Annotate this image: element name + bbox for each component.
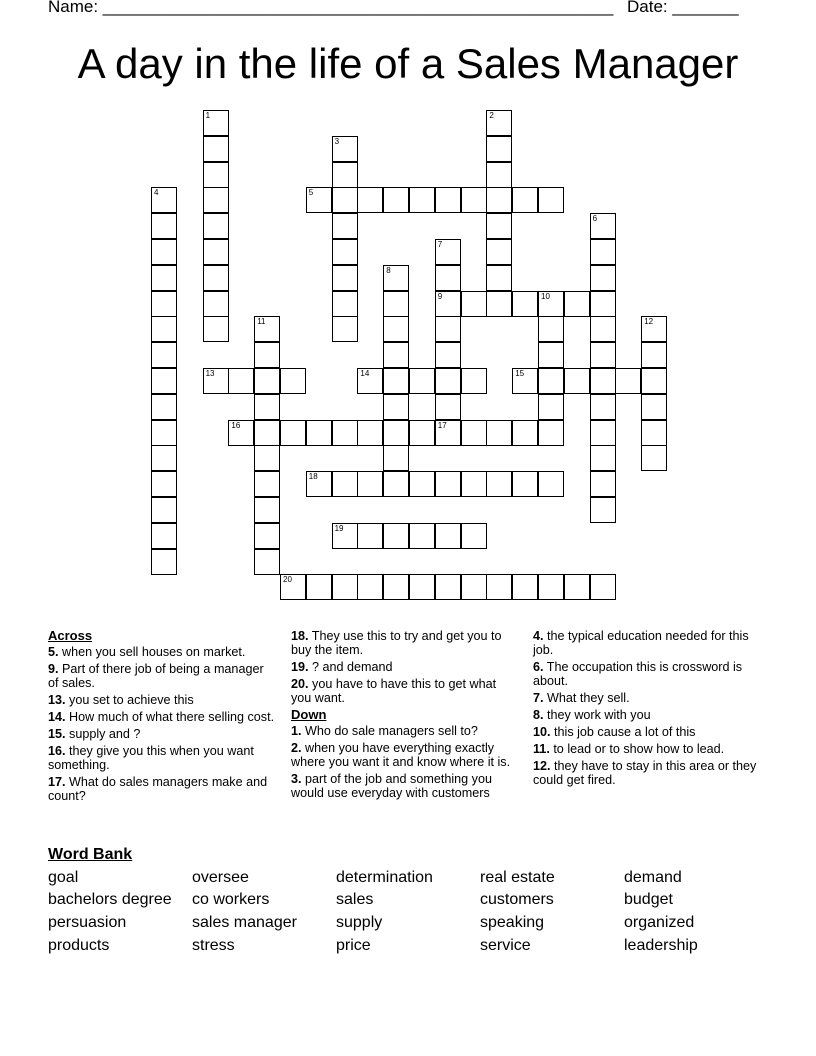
grid-cell[interactable] [383, 187, 409, 213]
word-bank-word: sales manager [192, 914, 297, 931]
grid-cell[interactable] [228, 420, 254, 446]
grid-cell[interactable] [435, 523, 461, 549]
clue-across-9: 9. Part of there job of being a manager of sales. [48, 662, 264, 690]
grid-cell[interactable] [564, 574, 590, 600]
grid-cell[interactable] [383, 342, 409, 368]
grid-cell[interactable] [590, 213, 616, 239]
word-bank-word: products [48, 937, 110, 954]
grid-cell[interactable] [590, 239, 616, 265]
grid-cell[interactable] [357, 574, 383, 600]
grid-cell[interactable] [332, 265, 358, 291]
word-bank-word: real estate [480, 869, 555, 886]
grid-cell[interactable] [383, 420, 409, 446]
clue-number: 5 [308, 188, 314, 198]
grid-cell[interactable] [151, 265, 177, 291]
grid-cell[interactable] [435, 368, 461, 394]
grid-cell[interactable] [435, 187, 461, 213]
grid-cell[interactable] [538, 471, 564, 497]
grid-cell[interactable] [203, 316, 229, 342]
grid-cell[interactable] [590, 420, 616, 446]
grid-cell[interactable] [486, 162, 512, 188]
grid-cell[interactable] [332, 574, 358, 600]
grid-cell[interactable] [564, 368, 590, 394]
clues-column-3 [533, 629, 761, 790]
grid-cell[interactable] [486, 110, 512, 136]
clue-number: 11 [257, 317, 266, 327]
grid-cell[interactable] [538, 316, 564, 342]
grid-cell[interactable] [486, 136, 512, 162]
grid-cell[interactable] [254, 445, 280, 471]
grid-cell[interactable] [486, 574, 512, 600]
clue-down-11: 11. to lead or to show how to lead. [533, 742, 725, 756]
grid-cell[interactable] [641, 342, 667, 368]
grid-cell[interactable] [306, 574, 332, 600]
grid-cell[interactable] [409, 420, 435, 446]
clue-down-4: 4. the typical education needed for this job. [533, 629, 749, 657]
grid-cell[interactable] [512, 574, 538, 600]
grid-cell[interactable] [512, 471, 538, 497]
grid-cell[interactable] [590, 265, 616, 291]
grid-cell[interactable] [151, 420, 177, 446]
grid-cell[interactable] [641, 316, 667, 342]
grid-cell[interactable] [538, 187, 564, 213]
grid-cell[interactable] [306, 471, 332, 497]
grid-cell[interactable] [280, 420, 306, 446]
clue-down-3: 3. part of the job and something you would use everyday with customers [291, 772, 492, 800]
grid-cell[interactable] [151, 291, 177, 317]
grid-cell[interactable] [461, 187, 487, 213]
word-bank-word: goal [48, 869, 79, 886]
grid-cell[interactable] [512, 187, 538, 213]
clue-down-6: 6. The occupation this is crossword is about. [533, 660, 743, 688]
grid-cell[interactable] [590, 291, 616, 317]
grid-cell[interactable] [486, 213, 512, 239]
grid-cell[interactable] [538, 368, 564, 394]
word-bank-word: price [336, 937, 371, 954]
grid-cell[interactable] [461, 368, 487, 394]
grid-cell[interactable] [538, 420, 564, 446]
clue-across-14: 14. How much of what there selling cost. [48, 710, 275, 724]
grid-cell[interactable] [461, 420, 487, 446]
grid-cell[interactable] [564, 291, 590, 317]
grid-cell[interactable] [590, 394, 616, 420]
word-bank-word: supply [336, 914, 383, 931]
grid-cell[interactable] [254, 549, 280, 575]
grid-cell[interactable] [383, 471, 409, 497]
word-bank-word: service [480, 937, 531, 954]
grid-cell[interactable] [332, 523, 358, 549]
grid-cell[interactable] [512, 368, 538, 394]
grid-cell[interactable] [254, 471, 280, 497]
grid-cell[interactable] [357, 523, 383, 549]
grid-cell[interactable] [538, 342, 564, 368]
grid-cell[interactable] [151, 368, 177, 394]
grid-cell[interactable] [357, 187, 383, 213]
clue-number: 16 [231, 420, 241, 430]
grid-cell[interactable] [409, 574, 435, 600]
word-bank-word: speaking [480, 914, 545, 931]
grid-cell[interactable] [435, 342, 461, 368]
grid-cell[interactable] [332, 420, 358, 446]
clue-across-13: 13. you set to achieve this [48, 693, 194, 707]
word-bank-word: bachelors degree [48, 891, 172, 908]
grid-cell[interactable] [203, 265, 229, 291]
clue-number: 9 [437, 291, 443, 301]
clue-across-17: 17. What do sales managers make and count? [48, 775, 268, 803]
grid-cell[interactable] [280, 368, 306, 394]
clue-down-1: 1. Who do sale managers sell to? [291, 724, 478, 738]
clue-down-2: 2. when you have everything exactly where you want it and know where it is. [291, 741, 511, 769]
word-bank-word: determination [336, 869, 433, 886]
grid-cell[interactable] [590, 368, 616, 394]
grid-cell[interactable] [486, 420, 512, 446]
grid-cell[interactable] [435, 265, 461, 291]
clue-number: 10 [541, 291, 550, 301]
down-heading: Down [291, 707, 327, 722]
clue-down-12: 12. they have to stay in this area or they could get fired. [533, 759, 757, 787]
grid-cell[interactable] [590, 497, 616, 523]
grid-cell[interactable] [203, 239, 229, 265]
grid-cell[interactable] [435, 291, 461, 317]
grid-cell[interactable] [461, 523, 487, 549]
grid-cell[interactable] [151, 239, 177, 265]
grid-cell[interactable] [590, 342, 616, 368]
clue-across-5: 5. when you sell houses on market. [48, 645, 246, 659]
grid-cell[interactable] [409, 187, 435, 213]
word-bank-word: persuasion [48, 914, 127, 931]
grid-cell[interactable] [383, 394, 409, 420]
grid-cell[interactable] [383, 523, 409, 549]
grid-cell[interactable] [435, 394, 461, 420]
grid-cell[interactable] [203, 368, 229, 394]
grid-cell[interactable] [357, 420, 383, 446]
clue-number: 3 [334, 136, 340, 146]
grid-cell[interactable] [306, 420, 332, 446]
clue-across-19: 19. ? and demand [291, 660, 393, 674]
grid-cell[interactable] [151, 497, 177, 523]
word-bank-word: sales [336, 891, 374, 908]
grid-cell[interactable] [332, 471, 358, 497]
grid-cell[interactable] [203, 110, 229, 136]
grid-cell[interactable] [228, 368, 254, 394]
name-field[interactable]: Name: ______________________________________________________ [48, 0, 614, 16]
clue-number: 4 [154, 188, 159, 198]
across-heading: Across [48, 628, 93, 643]
word-bank-word: organized [624, 914, 695, 931]
clue-number: 7 [437, 240, 443, 249]
grid-cell[interactable] [512, 291, 538, 317]
grid-cell[interactable] [203, 162, 229, 188]
grid-cell[interactable] [641, 420, 667, 446]
grid-cell[interactable] [332, 162, 358, 188]
grid-cell[interactable] [409, 523, 435, 549]
grid-cell[interactable] [332, 316, 358, 342]
grid-cell[interactable] [203, 213, 229, 239]
grid-cell[interactable] [461, 471, 487, 497]
grid-cell[interactable] [151, 213, 177, 239]
word-bank-word: oversee [192, 869, 249, 886]
clue-down-10: 10. this job cause a lot of this [533, 725, 696, 739]
grid-cell[interactable] [590, 471, 616, 497]
word-bank-word: co workers [192, 891, 270, 908]
grid-cell[interactable] [357, 368, 383, 394]
grid-cell[interactable] [254, 368, 280, 394]
grid-cell[interactable] [254, 420, 280, 446]
grid-cell[interactable] [254, 342, 280, 368]
grid-cell[interactable] [461, 291, 487, 317]
clues-column-1 [48, 629, 276, 806]
grid-cell[interactable] [151, 316, 177, 342]
grid-cell[interactable] [538, 574, 564, 600]
grid-cell[interactable] [151, 471, 177, 497]
grid-cell[interactable] [151, 342, 177, 368]
grid-cell[interactable] [486, 471, 512, 497]
grid-cell[interactable] [306, 187, 332, 213]
grid-cell[interactable] [590, 445, 616, 471]
grid-cell[interactable] [435, 239, 461, 265]
grid-cell[interactable] [383, 445, 409, 471]
grid-cell[interactable] [590, 574, 616, 600]
grid-cell[interactable] [332, 239, 358, 265]
grid-cell[interactable] [332, 136, 358, 162]
clue-number: 2 [489, 111, 494, 120]
clue-number: 14 [360, 369, 370, 378]
grid-cell[interactable] [641, 394, 667, 420]
clue-number: 6 [592, 214, 598, 224]
grid-cell[interactable] [203, 187, 229, 213]
grid-cell[interactable] [383, 316, 409, 342]
clues-column-2 [291, 629, 519, 803]
grid-cell[interactable] [151, 445, 177, 471]
word-bank-word: demand [624, 869, 682, 886]
grid-cell[interactable] [435, 574, 461, 600]
clue-number: 8 [386, 265, 391, 275]
grid-cell[interactable] [254, 523, 280, 549]
grid-cell[interactable] [332, 213, 358, 239]
grid-cell[interactable] [615, 368, 641, 394]
clue-number: 15 [515, 369, 525, 378]
grid-cell[interactable] [151, 394, 177, 420]
word-bank-word: stress [192, 937, 235, 954]
grid-cell[interactable] [512, 420, 538, 446]
grid-cell[interactable] [486, 239, 512, 265]
grid-cell[interactable] [486, 265, 512, 291]
grid-cell[interactable] [203, 136, 229, 162]
word-bank-title: Word Bank [48, 846, 133, 863]
grid-cell[interactable] [151, 187, 177, 213]
word-bank-word: budget [624, 891, 673, 908]
grid-cell[interactable] [383, 291, 409, 317]
clue-across-15: 15. supply and ? [48, 727, 141, 741]
word-bank-word: leadership [624, 937, 698, 954]
grid-cell[interactable] [409, 471, 435, 497]
clue-down-8: 8. they work with you [533, 708, 651, 722]
grid-cell[interactable] [332, 291, 358, 317]
grid-cell[interactable] [203, 291, 229, 317]
grid-cell[interactable] [641, 445, 667, 471]
word-bank-word: customers [480, 891, 554, 908]
clue-number: 13 [205, 369, 215, 378]
grid-cell[interactable] [254, 394, 280, 420]
grid-cell[interactable] [486, 187, 512, 213]
clue-across-16: 16. they give you this when you want something. [48, 744, 254, 772]
grid-cell[interactable] [486, 291, 512, 317]
grid-cell[interactable] [254, 497, 280, 523]
grid-cell[interactable] [280, 574, 306, 600]
grid-cell[interactable] [538, 394, 564, 420]
clue-number: 20 [283, 575, 292, 585]
grid-cell[interactable] [151, 549, 177, 575]
grid-cell[interactable] [254, 316, 280, 342]
grid-cell[interactable] [409, 368, 435, 394]
clue-number: 18 [308, 472, 318, 482]
date-field[interactable]: Date: _______ [627, 0, 739, 16]
grid-cell[interactable] [383, 574, 409, 600]
clue-down-7: 7. What they sell. [533, 691, 630, 705]
clue-number: 12 [644, 317, 654, 327]
clue-number: 19 [334, 523, 344, 533]
grid-cell[interactable] [332, 187, 358, 213]
grid-cell[interactable] [435, 316, 461, 342]
clue-across-20: 20. you have to have this to get what you want. [291, 677, 497, 705]
grid-cell[interactable] [435, 471, 461, 497]
grid-cell[interactable] [151, 523, 177, 549]
grid-cell[interactable] [538, 291, 564, 317]
grid-cell[interactable] [383, 368, 409, 394]
clue-across-18: 18. They use this to try and get you to buy the item. [291, 629, 502, 657]
clue-number: 17 [437, 420, 447, 430]
grid-cell[interactable] [357, 471, 383, 497]
page-title: A day in the life of a Sales Manager [77, 40, 739, 87]
clue-number: 1 [205, 111, 211, 120]
grid-cell[interactable] [641, 368, 667, 394]
grid-cell[interactable] [461, 574, 487, 600]
grid-cell[interactable] [590, 316, 616, 342]
grid-cell[interactable] [383, 265, 409, 291]
grid-cell[interactable] [435, 420, 461, 446]
